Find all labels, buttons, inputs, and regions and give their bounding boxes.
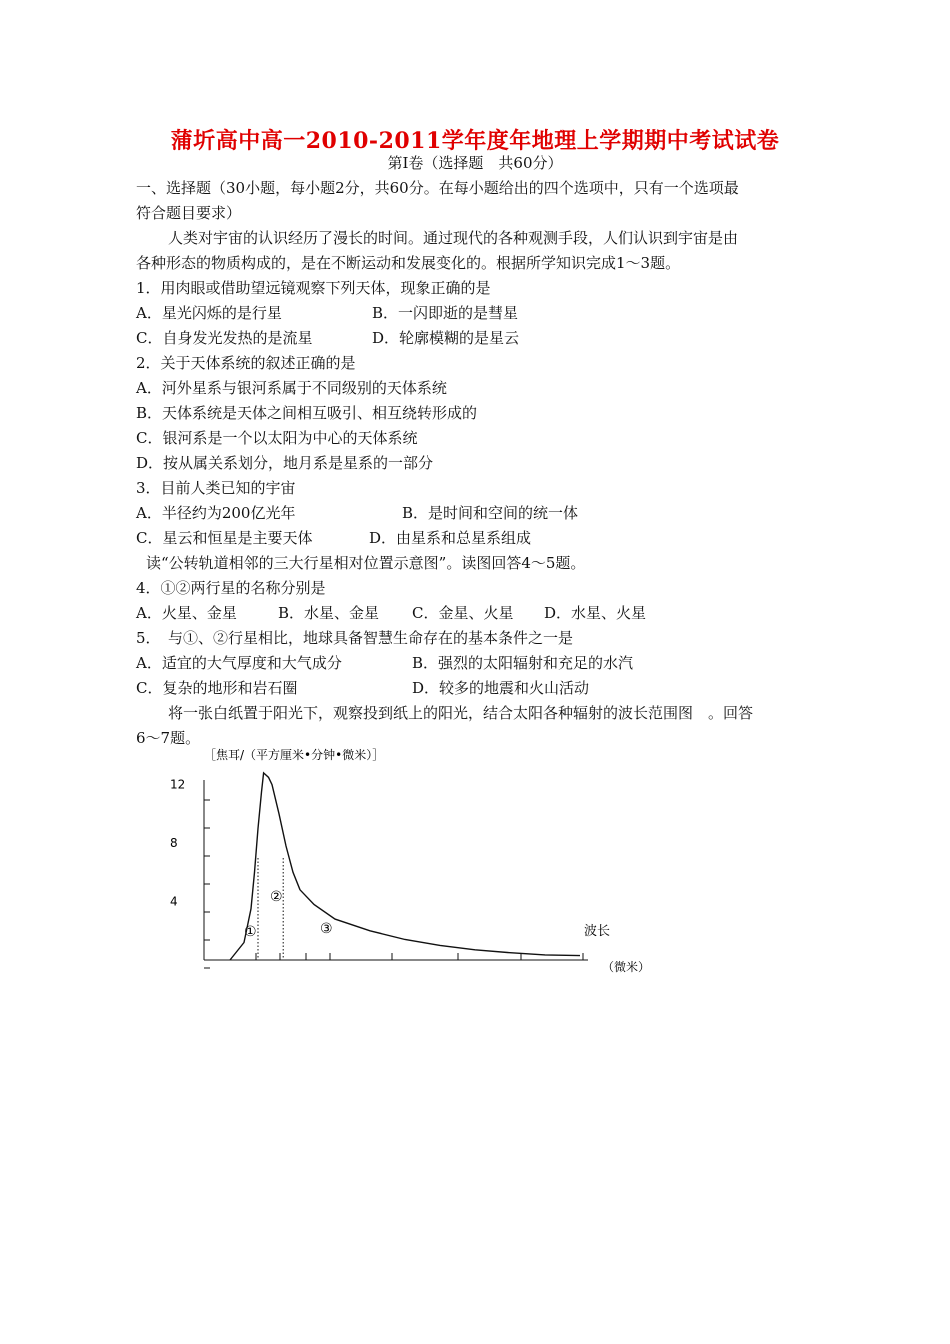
chart-ylabel: ［焦耳/（平方厘米•分钟•微米）］: [204, 748, 385, 762]
q4-options: [136, 603, 647, 623]
passage1-line-2: 各种形态的物质构成的，是在不断运动和发展变化的。根据所学知识完成1～3题。: [136, 254, 681, 272]
q2-option-c: C．银河系是一个以太阳为中心的天体系统: [136, 429, 418, 447]
solar-radiation-chart: [150, 740, 670, 990]
passage3-line-1: 将一张白纸置于阳光下，观察投到纸上的阳光，结合太阳各种辐射的波长范围图 。回答: [168, 704, 754, 722]
q1-stem: 1．用肉眼或借助望远镜观察下列天体，现象正确的是: [136, 279, 491, 297]
passage1-line-1: 人类对宇宙的认识经历了漫长的时间。通过现代的各种观测手段，人们认识到宇宙是由: [168, 229, 739, 247]
page-subtitle: 第Ⅰ卷（选择题 共60分）: [387, 154, 563, 172]
q1-row-ab: [136, 303, 519, 323]
q4-stem: 4．①②两行星的名称分别是: [136, 579, 326, 597]
q1-option-c: C．自身发光发热的是流星: [136, 329, 313, 347]
chart-region-dividers: [258, 858, 283, 960]
passage3-line-2: 6～7题。: [136, 729, 201, 747]
q5-option-c: C．复杂的地形和岩石圈: [136, 679, 298, 697]
q4-option-b: B．水星、金星: [278, 604, 380, 622]
chart-xlabel: 波长: [584, 924, 611, 939]
q5-row-cd: [136, 678, 590, 698]
q3-stem: 3．目前人类已知的宇宙: [136, 479, 296, 497]
q3-option-c: C．星云和恒星是主要天体: [136, 529, 313, 547]
q4-option-d: D．水星、火星: [544, 604, 647, 622]
q1-option-b: B．一闪即逝的是彗星: [372, 304, 519, 322]
q2-stem: 2．关于天体系统的叙述正确的是: [136, 354, 356, 372]
q3-row-ab: [136, 503, 579, 523]
q2-option-b: B．天体系统是天体之间相互吸引、相互绕转形成的: [136, 404, 478, 422]
y-tick-label: 8: [170, 836, 178, 851]
q5-option-b: B．强烈的太阳辐射和充足的水汽: [412, 654, 634, 672]
region-label-3: ③: [320, 921, 333, 937]
q4-option-c: C．金星、火星: [412, 604, 514, 622]
radiation-curve: [230, 773, 580, 960]
q2-option-a: A．河外星系与银河系属于不同级别的天体系统: [136, 379, 447, 397]
q1-option-d: D．轮廓模糊的是星云: [372, 329, 520, 347]
q5-stem: 5． 与①、②行星相比，地球具备智慧生命存在的基本条件之一是: [136, 629, 574, 647]
region-label-2: ②: [270, 889, 283, 905]
q5-row-ab: [136, 653, 634, 673]
section-heading-line-1: 一、选择题（30小题，每小题2分，共60分。在每小题给出的四个选项中，只有一个选项最: [136, 179, 739, 197]
chart-xunit: （微米）: [602, 960, 651, 974]
q1-option-a: A．星光闪烁的是行星: [136, 304, 282, 322]
y-tick-label: 12: [170, 777, 186, 792]
q5-option-a: A．适宜的大气厚度和大气成分: [136, 654, 342, 672]
q1-row-cd: [136, 328, 520, 348]
q4-option-a: A．火星、金星: [136, 604, 237, 622]
q3-row-cd: [136, 528, 532, 548]
q5-option-d: D．较多的地震和火山活动: [412, 679, 590, 697]
page-title: 蒲圻高中高一2010-2011学年度年地理上学期期中考试试卷: [170, 128, 780, 154]
q3-option-a: A．半径约为200亿光年: [136, 504, 296, 522]
q3-option-b: B．是时间和空间的统一体: [402, 504, 579, 522]
q2-option-d: D．按从属关系划分，地月系是星系的一部分: [136, 454, 434, 472]
passage2: 读“公转轨道相邻的三大行星相对位置示意图”。读图回答4～5题。: [146, 554, 586, 572]
y-tick-label: 4: [170, 894, 178, 909]
q3-option-d: D．由星系和总星系组成: [369, 529, 532, 547]
section-heading-line-2: 符合题目要求）: [136, 204, 242, 222]
region-label-1: ①: [244, 924, 257, 940]
